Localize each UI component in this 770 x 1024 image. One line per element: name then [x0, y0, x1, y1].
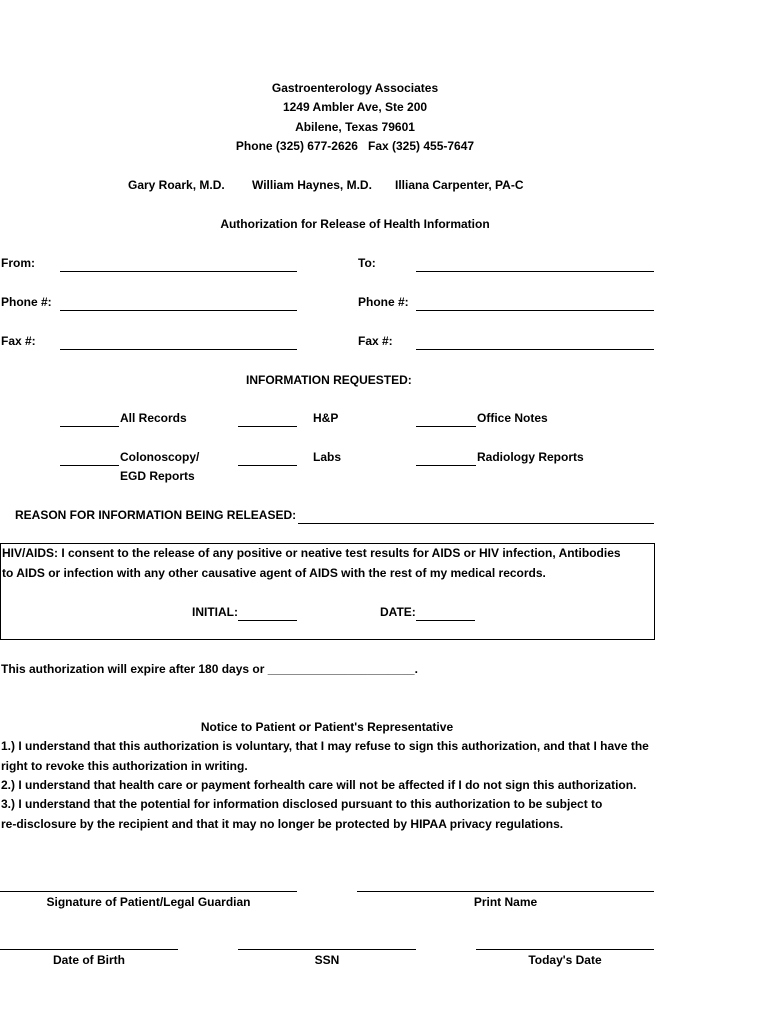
practice-name: Gastroenterology Associates	[271, 81, 439, 95]
labs-label: Labs	[313, 450, 342, 464]
all-records-label: All Records	[120, 411, 187, 425]
hp-check-line[interactable]	[238, 426, 297, 427]
signature-field-line[interactable]	[0, 891, 297, 892]
hiv-consent-line-2: to AIDS or infection with any other causative agent of AIDS with the rest of my medical records.	[2, 566, 546, 580]
date-field-line[interactable]	[416, 620, 475, 621]
reason-label: REASON FOR INFORMATION BEING RELEASED:	[15, 508, 297, 522]
phone-right-label: Phone #:	[358, 295, 409, 309]
print-name-label: Print Name	[473, 895, 538, 909]
info-requested-heading: INFORMATION REQUESTED:	[246, 373, 412, 387]
notice-line: 2.) I understand that health care or payment forhealth care will not be affected if I do not sign this authorization.	[1, 778, 637, 792]
notice-heading: Notice to Patient or Patient's Representative	[200, 720, 454, 734]
egd-reports-label: EGD Reports	[120, 469, 195, 483]
notice-line: re-disclosure by the recipient and that it may no longer be protected by HIPAA privacy regulations.	[1, 817, 564, 831]
notice-line: 3.) I understand that the potential for information disclosed pursuant to this authorization to be subject to	[1, 797, 603, 811]
address-line-1: 1249 Ambler Ave, Ste 200	[282, 100, 428, 114]
fax-right-label: Fax #:	[358, 334, 393, 348]
contact-line: Phone (325) 677-2626 Fax (325) 455-7647	[235, 139, 475, 153]
phone-left-label: Phone #:	[1, 295, 52, 309]
from-field-line[interactable]	[60, 271, 297, 272]
to-label: To:	[358, 256, 376, 270]
address-line-2: Abilene, Texas 79601	[295, 120, 415, 134]
initial-field-line[interactable]	[238, 620, 297, 621]
dob-field-line[interactable]	[0, 949, 178, 950]
notice-line: 1.) I understand that this authorization is voluntary, that I may refuse to sign this authorization, and that I have the	[1, 739, 649, 753]
expiry-text: This authorization will expire after 180 days or ______________________.	[1, 662, 418, 676]
date-label: DATE:	[380, 605, 416, 619]
office-notes-check-line[interactable]	[416, 426, 476, 427]
initial-label: INITIAL:	[192, 605, 238, 619]
hiv-consent-line-1: HIV/AIDS: I consent to the release of any positive or neative test results for AIDS or HIV infection, Antibodies	[2, 546, 621, 560]
colonoscopy-label: Colonoscopy/	[120, 450, 200, 464]
reason-field-line[interactable]	[298, 523, 654, 524]
from-label: From:	[1, 256, 35, 270]
radiology-check-line[interactable]	[416, 465, 476, 466]
fax-left-label: Fax #:	[1, 334, 36, 348]
all-records-check-line[interactable]	[60, 426, 119, 427]
to-field-line[interactable]	[416, 271, 654, 272]
provider-roark: Gary Roark, M.D.	[128, 178, 225, 192]
dob-label: Date of Birth	[53, 953, 125, 967]
fax-right-field-line[interactable]	[416, 349, 654, 350]
ssn-field-line[interactable]	[238, 949, 416, 950]
provider-haynes: William Haynes, M.D.	[252, 178, 372, 192]
todays-date-label: Today's Date	[528, 953, 602, 967]
phone-right-field-line[interactable]	[416, 310, 654, 311]
fax-left-field-line[interactable]	[60, 349, 297, 350]
print-name-field-line[interactable]	[357, 891, 654, 892]
ssn-label: SSN	[314, 953, 340, 967]
phone-left-field-line[interactable]	[60, 310, 297, 311]
labs-check-line[interactable]	[238, 465, 297, 466]
signature-label: Signature of Patient/Legal Guardian	[46, 895, 251, 909]
form-title: Authorization for Release of Health Information	[220, 217, 490, 231]
office-notes-label: Office Notes	[477, 411, 548, 425]
notice-line: right to revoke this authorization in writing.	[1, 759, 248, 773]
hp-label: H&P	[313, 411, 339, 425]
provider-carpenter: Illiana Carpenter, PA-C	[395, 178, 524, 192]
colonoscopy-check-line[interactable]	[60, 465, 119, 466]
radiology-label: Radiology Reports	[477, 450, 584, 464]
todays-date-field-line[interactable]	[476, 949, 654, 950]
